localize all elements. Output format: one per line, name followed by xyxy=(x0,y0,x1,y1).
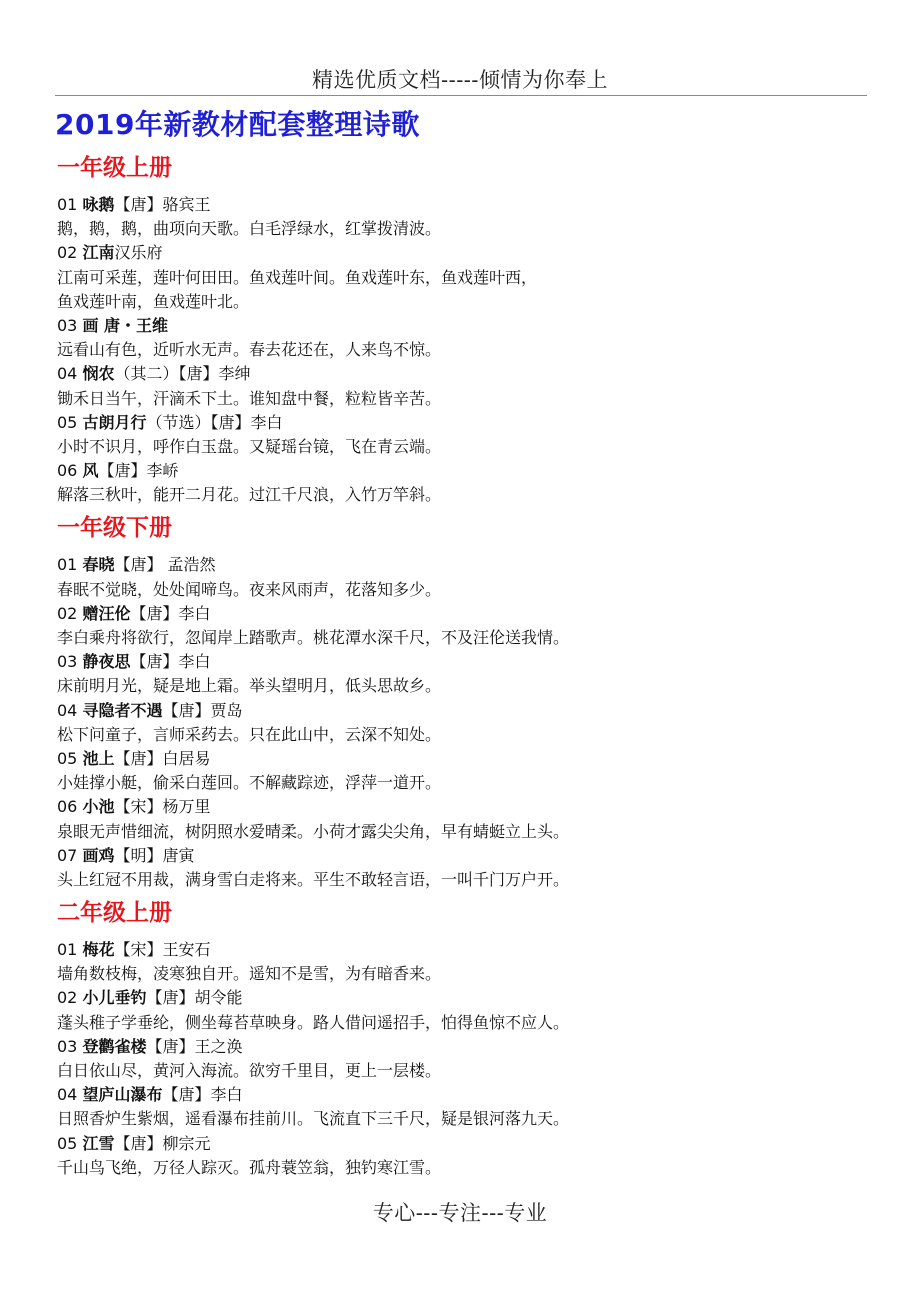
section-heading: 一年级下册 xyxy=(57,515,172,542)
poem-name: 风 xyxy=(82,461,99,481)
poem-name: 画 唐・王维 xyxy=(82,315,169,335)
poem-author: 【宋】杨万里 xyxy=(114,797,211,817)
poem-title xyxy=(57,459,877,483)
poem-text-line: 日照香炉生紫烟，遥看瀑布挂前川。飞流直下三千尺，疑是银河落九天。 xyxy=(57,1109,570,1129)
poem-text-line: 江南可采莲，莲叶何田田。鱼戏莲叶间。鱼戏莲叶东，鱼戏莲叶西， xyxy=(57,267,538,287)
poem-number: 06 xyxy=(57,797,83,817)
poem-number: 02 xyxy=(57,988,83,1008)
poem-title xyxy=(57,938,877,962)
document-title: 2019年新教材配套整理诗歌 xyxy=(55,108,420,141)
poem-number: 05 xyxy=(57,412,83,432)
poem-text-line: 松下问童子，言师采药去。只在此山中，云深不知处。 xyxy=(57,724,442,744)
poem-text-line: 墙角数枝梅，凌寒独自开。遥知不是雪，为有暗香来。 xyxy=(57,964,442,984)
page-header: 精选优质文档-----倾情为你奉上 xyxy=(312,68,608,92)
grade-section xyxy=(57,511,877,892)
poem-text-line: 李白乘舟将欲行，忽闻岸上踏歌声。桃花潭水深千尺，不及汪伦送我情。 xyxy=(57,628,570,647)
poem-author: 【唐】 孟浩然 xyxy=(114,555,216,575)
poem-author: 【唐】王之涣 xyxy=(146,1036,243,1056)
poem-name: 赠汪伦 xyxy=(82,603,131,623)
poem-number: 04 xyxy=(57,700,83,720)
poem-text-line: 鹅，鹅，鹅，曲项向天歌。白毛浮绿水，红掌拨清波。 xyxy=(57,219,442,239)
poem-number: 01 xyxy=(57,195,83,214)
poem-text-line: 泉眼无声惜细流，树阴照水爱晴柔。小荷才露尖尖角，早有蜻蜓立上头。 xyxy=(57,821,570,841)
poem-author: （其二）【唐】李绅 xyxy=(114,364,251,384)
poem-author: 【宋】王安石 xyxy=(114,940,211,960)
poem-author: 汉乐府 xyxy=(114,243,163,263)
poem-author: 【唐】李白 xyxy=(130,603,211,623)
poem-text-line: 床前明月光，疑是地上霜。举头望明月，低头思故乡。 xyxy=(57,676,442,696)
poem-name: 寻隐者不遇 xyxy=(82,700,163,720)
poem-title xyxy=(57,1035,877,1059)
header-divider xyxy=(55,95,867,96)
poem-text-line: 小时不识月，呼作白玉盘。又疑瑶台镜，飞在青云端。 xyxy=(57,436,442,456)
poem-author: 【唐】骆宾王 xyxy=(114,195,211,214)
poem-name: 江雪 xyxy=(82,1133,115,1153)
section-heading: 二年级上册 xyxy=(57,900,172,927)
poem-author: 【唐】胡令能 xyxy=(146,988,243,1008)
poem-author: 【唐】白居易 xyxy=(114,748,211,768)
poem-name: 池上 xyxy=(82,748,115,768)
section-heading: 一年级上册 xyxy=(57,155,172,181)
poem-number: 04 xyxy=(57,364,83,384)
poem-number: 03 xyxy=(57,652,83,672)
poem-author: 【唐】李白 xyxy=(130,652,211,672)
poem-name: 悯农 xyxy=(82,364,115,384)
poem-number: 03 xyxy=(57,1036,83,1056)
poem-name: 梅花 xyxy=(82,940,115,960)
poem-text-line: 白日依山尽，黄河入海流。欲穷千里目，更上一层楼。 xyxy=(57,1061,442,1080)
page-footer: 专心---专注---专业 xyxy=(372,1201,548,1225)
poem-text-line: 春眠不觉晓，处处闻啼鸟。夜来风雨声，花落知多少。 xyxy=(57,579,442,599)
poem-author: 【明】唐寅 xyxy=(114,845,195,865)
poem-title xyxy=(57,1132,877,1156)
poem-text-line: 解落三秋叶，能开二月花。过江千尺浪，入竹万竿斜。 xyxy=(57,485,442,505)
grade-section xyxy=(57,896,877,1180)
poem-name: 小池 xyxy=(82,797,115,817)
poem-text-line: 千山鸟飞绝，万径人踪灭。孤舟蓑笠翁，独钓寒江雪。 xyxy=(57,1157,442,1177)
poem-number: 04 xyxy=(57,1085,83,1105)
poem-number: 01 xyxy=(57,940,83,960)
poem-title xyxy=(57,844,877,868)
poem-number: 06 xyxy=(57,461,83,481)
poem-title xyxy=(57,986,877,1010)
poem-text-line: 蓬头稚子学垂纶，侧坐莓苔草映身。路人借问遥招手，怕得鱼惊不应人。 xyxy=(57,1012,570,1032)
poem-author: （节选）【唐】李白 xyxy=(146,412,283,432)
poem-text-line: 头上红冠不用裁，满身雪白走将来。平生不敢轻言语，一叫千门万户开。 xyxy=(57,869,570,889)
poem-title xyxy=(57,699,877,723)
poem-title xyxy=(57,602,877,626)
poem-name: 静夜思 xyxy=(82,652,131,672)
poem-title xyxy=(57,193,877,217)
poem-number: 05 xyxy=(57,1133,83,1153)
poem-author: 【唐】贾岛 xyxy=(162,700,243,720)
poem-name: 望庐山瀑布 xyxy=(82,1085,163,1105)
poem-text-line: 远看山有色，近听水无声。春去花还在，人来鸟不惊。 xyxy=(57,340,442,360)
poem-name: 江南 xyxy=(82,243,115,263)
poem-number: 02 xyxy=(57,243,83,263)
poem-number: 05 xyxy=(57,748,83,768)
poem-text-line: 小娃撑小艇，偷采白莲回。不解藏踪迹，浮萍一道开。 xyxy=(57,773,442,793)
poem-text-line: 锄禾日当午，汗滴禾下土。谁知盘中餐，粒粒皆辛苦。 xyxy=(57,388,442,408)
poem-name: 春晓 xyxy=(82,555,115,575)
poem-author: 【唐】柳宗元 xyxy=(114,1133,211,1153)
poem-title xyxy=(57,314,877,338)
poem-name: 小儿垂钓 xyxy=(82,988,147,1008)
poem-title xyxy=(57,650,877,674)
poem-title xyxy=(57,795,877,819)
poem-title xyxy=(57,411,877,435)
poem-title xyxy=(57,241,877,265)
poem-name: 画鸡 xyxy=(82,845,115,865)
poem-title xyxy=(57,553,877,577)
poem-title xyxy=(57,747,877,771)
poem-number: 02 xyxy=(57,603,83,623)
grade-section xyxy=(57,151,877,507)
poem-title xyxy=(57,362,877,386)
poem-number: 07 xyxy=(57,845,83,865)
poem-sections xyxy=(57,151,877,1184)
poem-author: 【唐】李白 xyxy=(162,1085,243,1105)
poem-name: 登鹳雀楼 xyxy=(82,1036,147,1056)
poem-name: 咏鹅 xyxy=(82,195,115,214)
poem-title xyxy=(57,1083,877,1107)
poem-number: 03 xyxy=(57,315,83,335)
poem-name: 古朗月行 xyxy=(82,412,147,432)
poem-number: 01 xyxy=(57,555,83,575)
poem-author: 【唐】李峤 xyxy=(98,461,179,481)
poem-text-line: 鱼戏莲叶南，鱼戏莲叶北。 xyxy=(57,291,250,311)
